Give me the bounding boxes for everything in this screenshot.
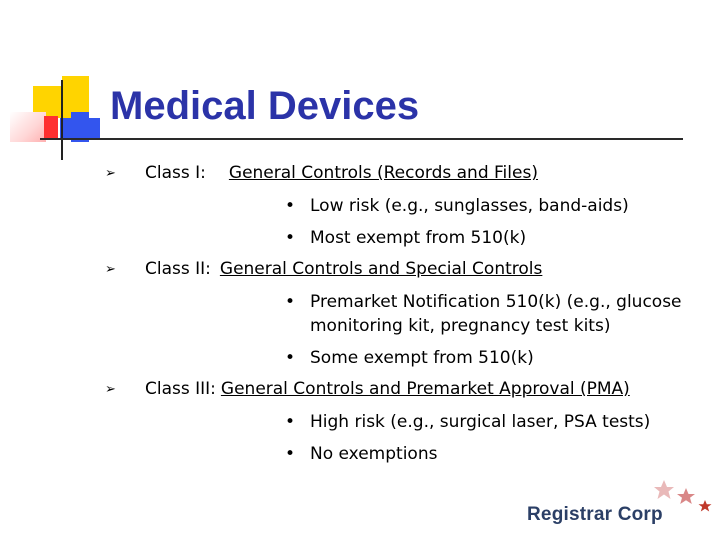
- class-description: General Controls (Records and Files): [228, 163, 538, 183]
- star-icon: [677, 488, 695, 504]
- decor-yellow-square-2: [62, 76, 89, 116]
- star-icon: [699, 500, 712, 512]
- bullet-icon: •: [285, 228, 296, 248]
- page-title: Medical Devices: [110, 84, 420, 128]
- class-description: General Controls and Premarket Approval (PMA): [220, 379, 630, 399]
- bullet-icon: •: [285, 292, 296, 312]
- bullet-text: monitoring kit, pregnancy test kits): [310, 316, 611, 336]
- star-icon: [654, 480, 674, 499]
- decor-vertical-rule: [61, 80, 63, 160]
- bullet-text: No exemptions: [310, 444, 438, 464]
- class-heading-1: [145, 162, 538, 184]
- title-divider: [40, 138, 683, 140]
- class-colon: :: [200, 163, 206, 183]
- class-colon: :: [210, 379, 216, 399]
- class-description: General Controls and Special Controls: [219, 259, 543, 279]
- arrow-bullet-icon: ➢: [105, 166, 116, 181]
- class-name: Class III: [145, 379, 211, 399]
- arrow-bullet-icon: ➢: [105, 382, 116, 397]
- bullet-icon: •: [285, 444, 296, 464]
- decor-red-square: [44, 116, 58, 138]
- bullet-text: Some exempt from 510(k): [310, 348, 534, 368]
- bullet-icon: •: [285, 412, 296, 432]
- logo: Registrar Corp: [527, 504, 663, 525]
- bullet-text: Low risk (e.g., sunglasses, band-aids): [310, 196, 629, 216]
- bullet-text: Most exempt from 510(k): [310, 228, 527, 248]
- class-heading-2: [145, 258, 542, 280]
- bullet-text: Premarket Notification 510(k) (e.g., glucose: [310, 292, 682, 312]
- bullet-icon: •: [285, 348, 296, 368]
- class-name: Class II: [145, 259, 206, 279]
- class-name: Class I: [145, 163, 201, 183]
- class-colon: :: [205, 259, 211, 279]
- bullet-text: High risk (e.g., surgical laser, PSA tests): [310, 412, 651, 432]
- bullet-icon: •: [285, 196, 296, 216]
- arrow-bullet-icon: ➢: [105, 262, 116, 277]
- class-heading-3: [145, 378, 630, 400]
